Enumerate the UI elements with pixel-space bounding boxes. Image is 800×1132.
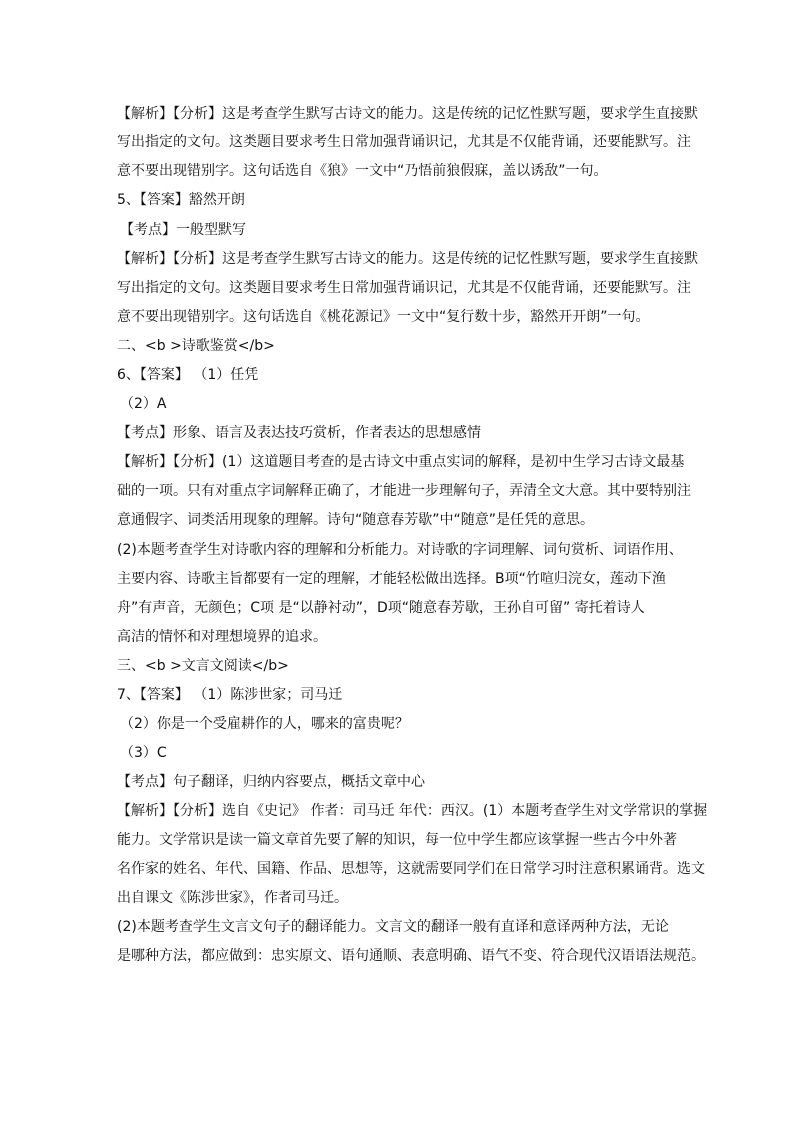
text-line: (2)本题考查学生文言文句子的翻译能力。文言文的翻译一般有直译和意译两种方法，无论: [117, 919, 669, 935]
text-line: 舟”有声音，无颜色；C项 是“以静衬动”，D项“随意春芳歇，王孙自可留” 寄托着诗人: [117, 600, 645, 616]
text-line: 【解析】【分析】这是考查学生默写古诗文的能力。这是传统的记忆性默写题，要求学生直接默: [117, 251, 698, 267]
text-line: (2)本题考查学生对诗歌内容的理解和分析能力。对诗歌的字词理解、词句赏析、词语作用、: [117, 542, 683, 558]
text-line: 意不要出现错别字。这句话选自《桃花源记》一文中“复行数十步，豁然开开朗”一句。: [117, 309, 650, 325]
text-line: 能力。文学常识是读一篇文章首先要了解的知识，每一位中学生都应该掌握一些古今中外著: [117, 832, 677, 848]
text-line: 【解析】【分析】(1）这道题目考查的是古诗文中重点实词的解释，是初中生学习古诗文最基: [117, 454, 685, 470]
text-line: （3）C: [120, 745, 167, 761]
text-line: （2）A: [120, 396, 167, 412]
text-line: 主要内容、诗歌主旨都要有一定的理解，才能轻松做出选择。B项“竹喧归浣女，莲动下渔: [117, 571, 666, 587]
text-line: 名作家的姓名、年代、国籍、作品、思想等，这就需要同学们在日常学习时注意积累诵背。选文: [117, 861, 705, 877]
text-line: 高洁的情怀和对理想境界的追求。: [117, 629, 327, 645]
text-line: 5、【答案】豁然开朗: [117, 192, 245, 208]
text-line: 写出指定的文句。这类题目要求考生日常加强背诵识记，尤其是不仅能背诵，还要能默写。注: [117, 280, 691, 296]
text-line: 意不要出现错别字。这句话选自《狼》一文中“乃悟前狼假寐，盖以诱敌”一句。: [117, 163, 608, 179]
text-line: 意通假字、词类活用现象的理解。诗句“随意春芳歇”中“随意”是任凭的意思。: [117, 512, 595, 528]
text-line: 础的一项。只有对重点字词解释正确了，才能进一步理解句子，弄清全文大意。其中要特别注: [117, 483, 691, 499]
text-line: 是哪种方法，都应做到：忠实原文、语句通顺、表意明确、语气不变、符合现代汉语语法规范。: [117, 948, 705, 964]
text-line: （2）你是一个受雇耕作的人，哪来的富贵呢？: [120, 716, 409, 732]
text-line: 【解析】【分析】选自《史记》 作者：司马迁 年代：西汉。(1）本题考查学生对文学常识的掌握: [117, 803, 708, 819]
text-line: 【考点】句子翻译，归纳内容要点，概括文章中心: [117, 774, 425, 790]
text-line: 写出指定的文句。这类题目要求考生日常加强背诵识记，尤其是不仅能背诵，还要能默写。注: [117, 134, 691, 150]
text-line: 二、<b >诗歌鉴赏</b>: [117, 338, 275, 354]
text-line: 【考点】形象、语言及表达技巧赏析，作者表达的思想感情: [117, 425, 481, 441]
text-line: 出自课文《陈涉世家》，作者司马迁。: [117, 890, 348, 906]
text-line: 【解析】【分析】这是考查学生默写古诗文的能力。这是传统的记忆性默写题，要求学生直接默: [117, 106, 698, 122]
text-line: 6、【答案】 （1）任凭: [117, 367, 259, 383]
text-line: 7、【答案】 （1）陈涉世家；司马迁: [117, 687, 343, 703]
text-line: 三、<b >文言文阅读</b>: [117, 658, 289, 674]
text-line: 【考点】一般型默写: [120, 222, 246, 238]
